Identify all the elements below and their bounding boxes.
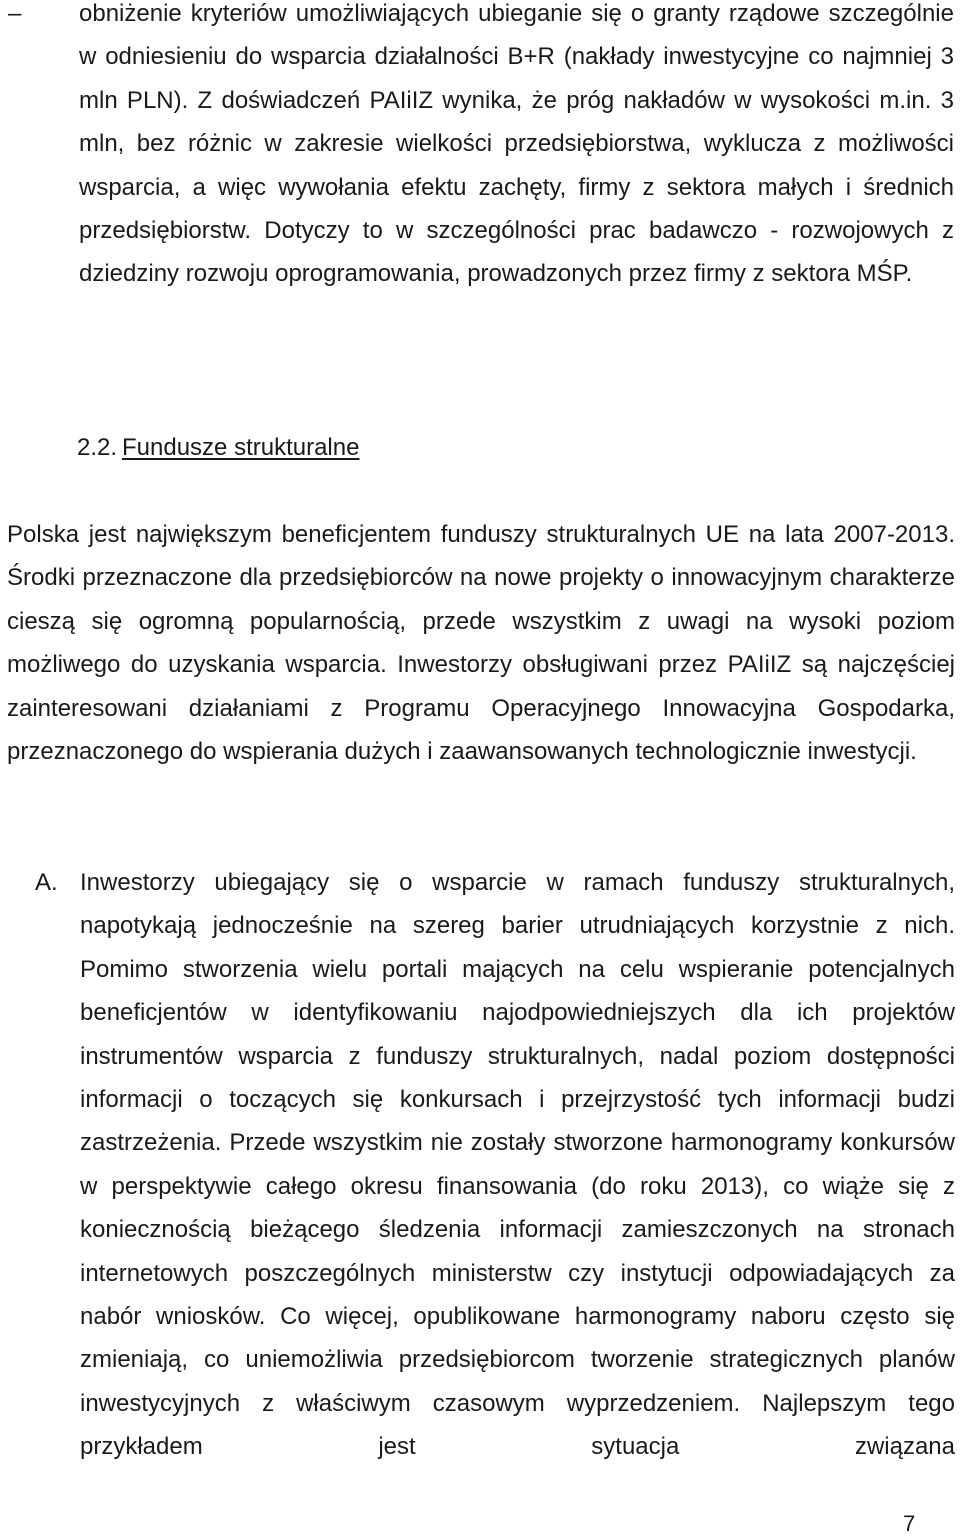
bullet-text: obniżenie kryteriów umożliwiających ubieganie się o granty rządowe szczególnie w odniesieniu do wsparcia działalności B+R (nakłady inwestycyjne co najmniej 3 mln PLN). Z doświadczeń PAIiIZ wynika, że próg nakładów w wysokości m.in. 3 mln, bez różnic w zakresie wielkości przedsiębiorstwa, wyklucza z możliwości wsparcia, a więc wywołania efektu zachęty, firmy z sektora małych i średnich przedsiębiorstw. Dotyczy to w szczególności prac badawczo - rozwojowych z dziedziny rozwoju oprogramowania, prowadzonych przez firmy z sektora MŚP. [79, 0, 954, 288]
section-number: 2.2. [77, 434, 118, 461]
page-number: 7 [903, 1511, 916, 1536]
body-paragraph: Polska jest największym beneficjentem funduszy strukturalnych UE na lata 2007-2013. Środki przeznaczone dla przedsiębiorców na nowe projekty o innowacyjnym charakterze cieszą się ogromną popularnością, przede wszystkim z uwagi na wysoki poziom możliwego do uzyskania wsparcia. Inwestorzy obsługiwani przez PAIiIZ są najczęściej zainteresowani działaniami z Programu Operacyjnego Innowacyjna Gospodarka, przeznaczonego do wspierania dużych i zaawansowanych technologicznie inwestycji. [7, 521, 955, 766]
bullet-paragraph [8, 0, 954, 296]
bullet-dash: – [8, 0, 22, 27]
list-item-label: A. [35, 869, 58, 896]
section-heading [77, 426, 359, 469]
section-title: Fundusze strukturalne [122, 434, 360, 461]
list-item-text: Inwestorzy ubiegający się o wsparcie w ramach funduszy strukturalnych, napotykają jednocześnie na szereg barier utrudniających korzystnie z nich. Pomimo stworzenia wielu portali mających na celu wspieranie potencjalnych beneficjentów w identyfikowaniu najodpowiedniejszych dla ich projektów instrumentów wsparcia z funduszy strukturalnych, nadal poziom dostępności informacji o toczących się konkursach i przejrzystość tych informacji budzi zastrzeżenia. Przede wszystkim nie zostały stworzone harmonogramy konkursów w perspektywie całego okresu finansowania (do roku 2013), co wiąże się z koniecznością bieżącego śledzenia informacji zamieszczonych na stronach internetowych poszczególnych ministerstw czy instytucji odpowiadających za nabór wniosków. Co więcej, opublikowane harmonogramy naboru często się zmieniają, co uniemożliwia przedsiębiorcom tworzenie strategicznych planów inwestycyjnych z właściwym czasowym wyprzedzeniem. Najlepszym tego przykładem jest sytuacja związana [80, 869, 955, 1461]
list-item-a [35, 861, 955, 1469]
